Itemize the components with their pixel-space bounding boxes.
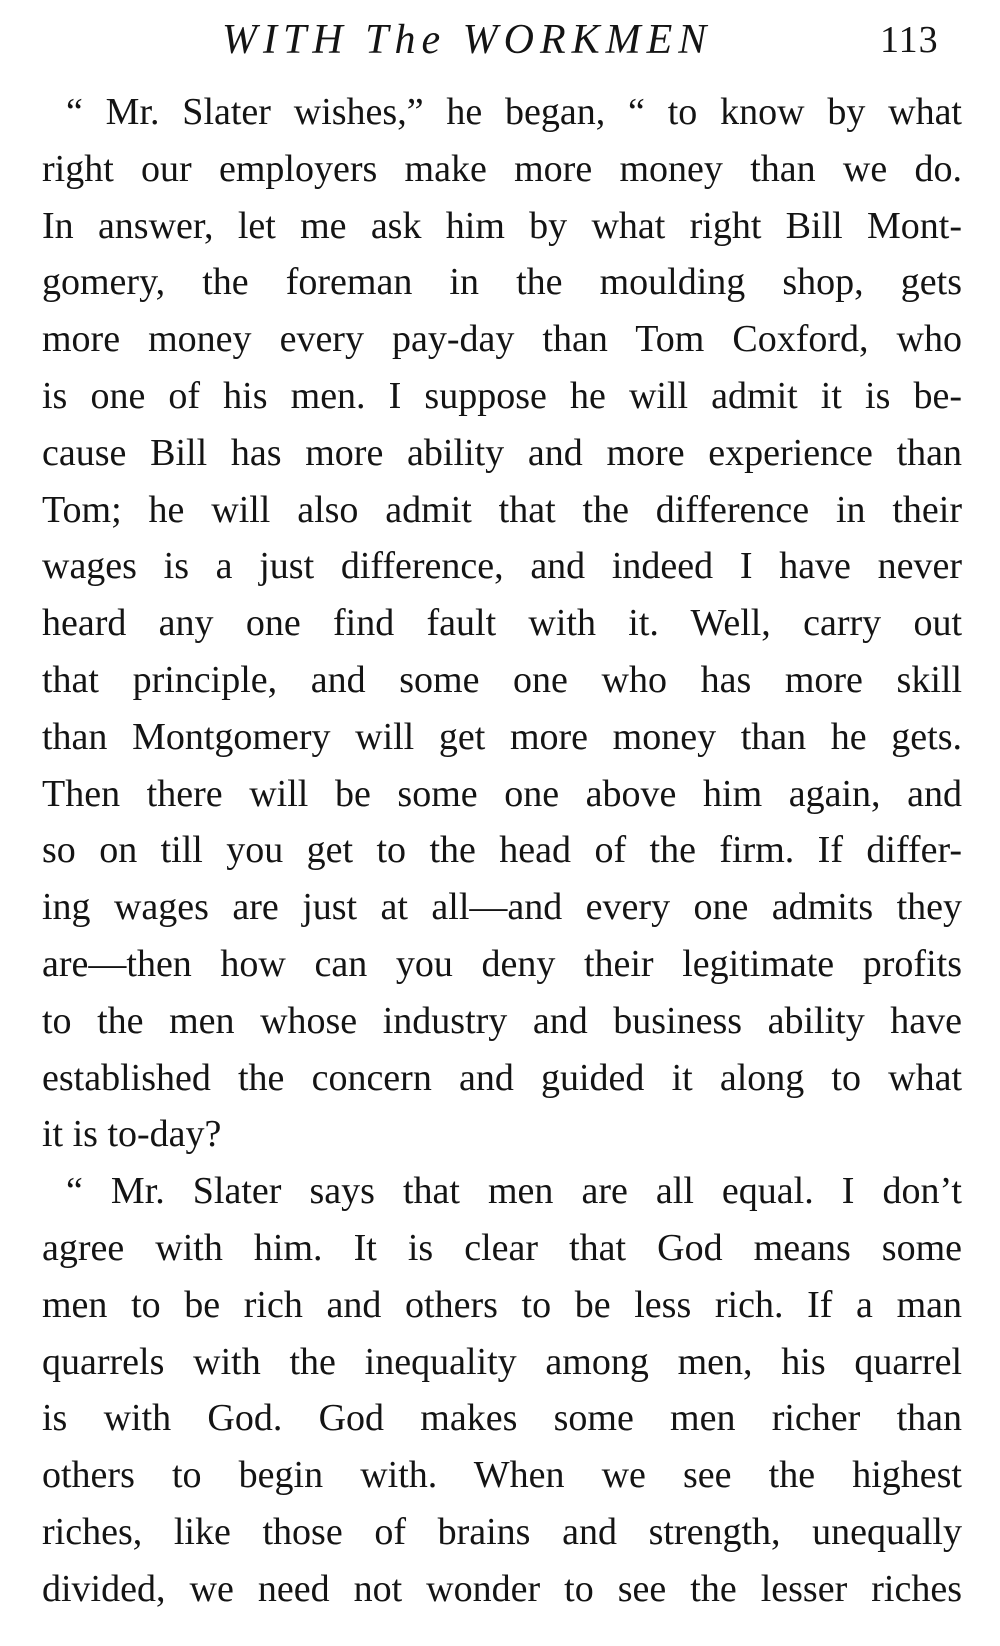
text-line: than Montgomery will get more money than he gets. — [42, 715, 962, 758]
text-line: cause Bill has more ability and more experience than — [42, 431, 962, 474]
text-line: divided, we need not wonder to see the lesser riches — [42, 1567, 962, 1610]
text-line: right our employers make more money than we do. — [42, 147, 962, 190]
text-line: Then there will be some one above him again, and — [42, 772, 962, 815]
text-line: gomery, the foreman in the moulding shop, gets — [42, 261, 962, 304]
text-line: “ Mr. Slater wishes,” he began, “ to know by what — [66, 91, 962, 133]
text-line: so on till you get to the head of the firm. If differ- — [42, 829, 962, 872]
text-line: established the concern and guided it along to what — [42, 1056, 962, 1099]
text-line: heard any one find fault with it. Well, carry out — [42, 602, 962, 645]
text-line: others to begin with. When we see the highest — [42, 1454, 962, 1497]
text-line: Tom; he will also admit that the difference in their — [42, 488, 962, 531]
text-line: men to be rich and others to be less rich. If a man — [42, 1283, 962, 1326]
text-line: are—then how can you deny their legitimate profits — [42, 942, 962, 985]
body-text — [42, 84, 962, 1618]
text-line: In answer, let me ask him by what right Bill Mont- — [42, 204, 962, 247]
text-line: is with God. God makes some men richer than — [42, 1397, 962, 1440]
text-line: quarrels with the inequality among men, his quarrel — [42, 1340, 962, 1383]
running-title: WITH The WORKMEN — [222, 17, 713, 63]
text-line: ing wages are just at all—and every one admits they — [42, 886, 962, 929]
text-line: that principle, and some one who has more skill — [42, 658, 962, 701]
text-line: is one of his men. I suppose he will admit it is be- — [42, 374, 962, 417]
page-number: 113 — [880, 19, 939, 61]
text-line: to the men whose industry and business ability have — [42, 999, 962, 1042]
text-line: more money every pay-day than Tom Coxford, who — [42, 318, 962, 361]
text-line: agree with him. It is clear that God means some — [42, 1226, 962, 1269]
text-line: wages is a just difference, and indeed I have never — [42, 545, 962, 588]
text-line: it is to-day? — [42, 1113, 222, 1156]
text-line: riches, like those of brains and strength, unequally — [42, 1510, 962, 1553]
text-line: “ Mr. Slater says that men are all equal. I don’t — [66, 1170, 962, 1213]
running-head — [0, 10, 1000, 70]
